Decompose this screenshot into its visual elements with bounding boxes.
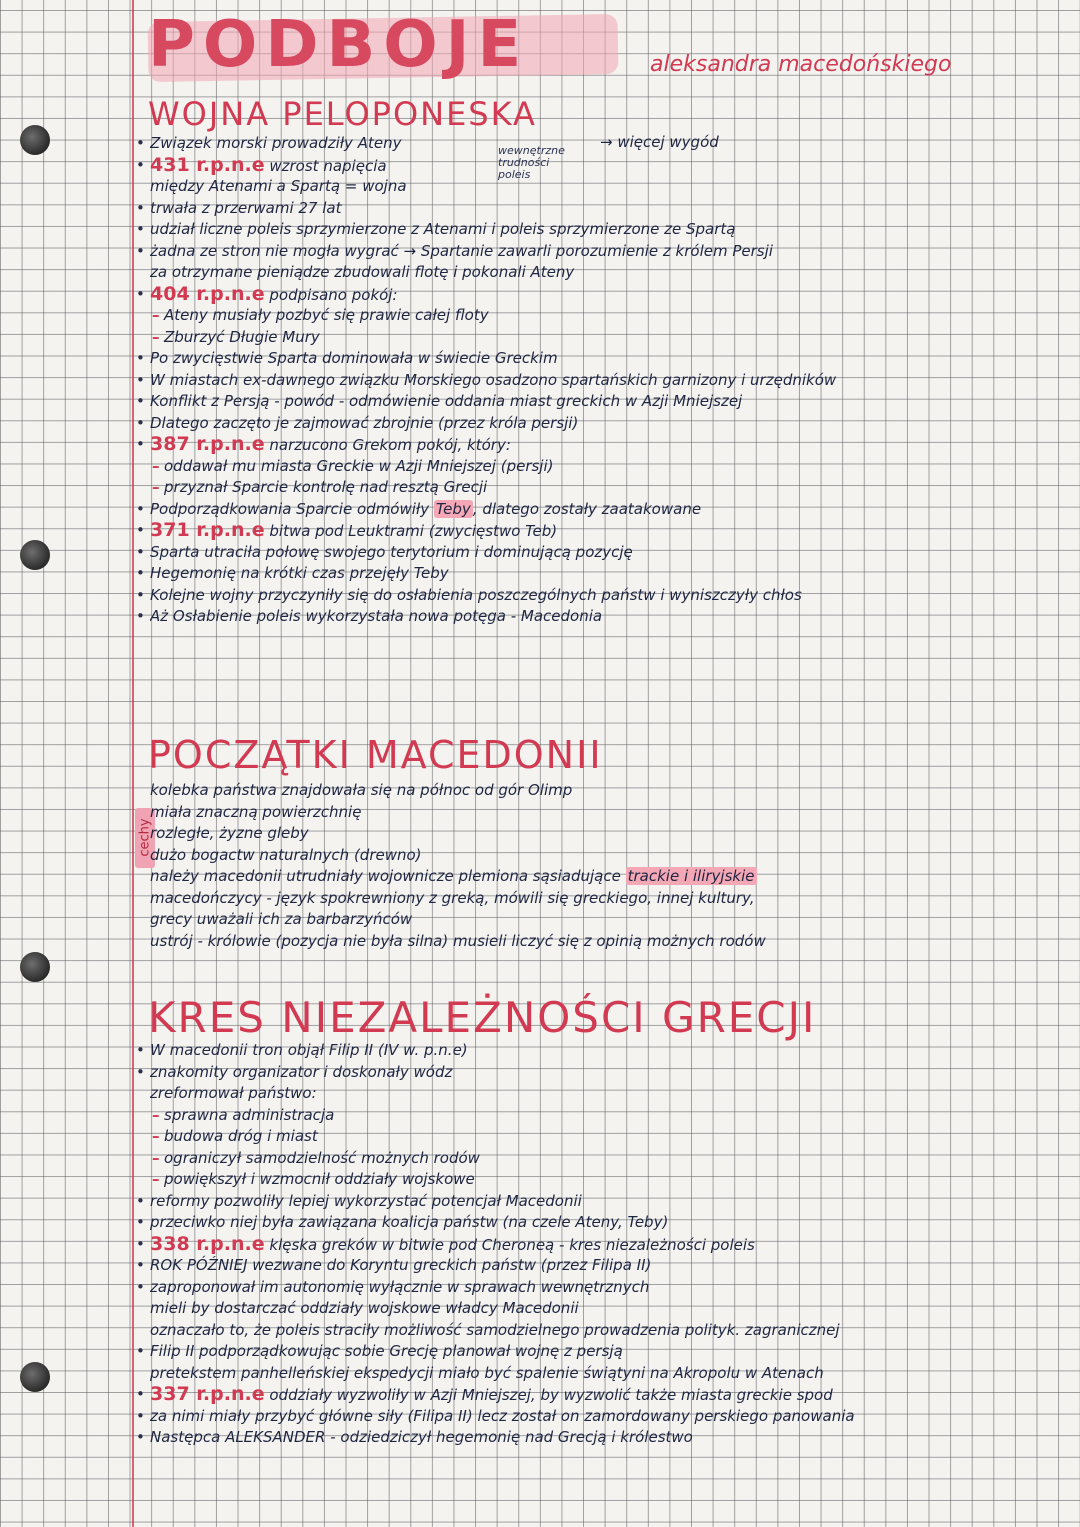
note-text: Kolejne wojny przyczyniły się do osłabienia poszczególnych państw i wyniszczyły chłos — [150, 585, 802, 604]
note-text: Hegemonię na krótki czas przejęły Teby — [150, 564, 449, 582]
note-text: znakomity organizator i doskonały wódz — [150, 1062, 453, 1081]
note-line — [150, 845, 1056, 867]
note-line — [150, 1212, 1056, 1234]
note-text: kolebka państwa znajdowała się na północ od gór Olimp — [150, 781, 573, 799]
note-line — [150, 1406, 1056, 1428]
note-line — [150, 931, 1056, 953]
note-text: zaproponował im autonomię wyłącznie w sprawach wewnętrznych — [150, 1277, 650, 1296]
note-line — [150, 520, 1056, 542]
year-label: 337 r.p.n.e — [150, 1384, 265, 1405]
note-line — [150, 284, 1056, 306]
notes-wojna — [150, 133, 1056, 628]
note-text: W miastach ex-dawnego związku Morskiego osadzono spartańskich garnizony i urzędników — [150, 370, 837, 389]
note-text: Zburzyć Długie Mury — [164, 327, 320, 346]
note-line — [150, 563, 1056, 585]
page-subtitle: aleksandra macedońskiego — [650, 52, 952, 77]
margin-line — [132, 0, 134, 1527]
note-line — [150, 1427, 1056, 1449]
note-line — [150, 802, 1056, 824]
note-text: za otrzymane pieniądze zbudowali flotę i pokonali Ateny — [150, 263, 575, 281]
note-text: Związek morski prowadziły Ateny — [150, 134, 402, 152]
note-line — [150, 606, 1056, 628]
note-text: Podporządkowania Sparcie odmówiły Teby , dlatego zostały zaatakowane — [150, 499, 702, 518]
note-line — [150, 1191, 1056, 1213]
note-line — [150, 823, 1056, 845]
note-line — [150, 1040, 1056, 1062]
note-line — [150, 133, 1056, 155]
page-title: PODBOJE — [148, 8, 530, 82]
note-line — [150, 1234, 1056, 1256]
note-line — [150, 1126, 1056, 1148]
year-label: 371 r.p.n.e — [150, 520, 265, 541]
note-text: Aż Osłabienie poleis wykorzystała nowa potęga - Macedonia — [150, 607, 603, 625]
section-heading-kres: KRES NIEZALEŻNOŚCI GRECJI — [148, 993, 817, 1042]
notes-kres — [150, 1040, 1056, 1449]
binder-hole — [20, 1362, 50, 1392]
note-text: przyznał Sparcie kontrolę nad resztą Grecji — [164, 478, 488, 496]
note-line — [150, 542, 1056, 564]
note-line — [150, 1062, 1056, 1084]
note-text: podpisano pokój: — [264, 285, 398, 304]
highlighted-word: trackie i iliryjskie — [627, 867, 755, 885]
section-heading-macedonia: POCZĄTKI MACEDONII — [148, 733, 603, 777]
note-line — [150, 456, 1056, 478]
note-line — [150, 327, 1056, 349]
note-text: Sparta utraciła połowę swojego terytorium i dominującą pozycję — [150, 542, 633, 561]
note-line — [150, 198, 1056, 220]
note-text: Następca ALEKSANDER - odziedziczył hegemonię nad Grecją i królestwo — [150, 1428, 693, 1446]
note-line — [150, 1277, 1056, 1299]
note-text: oddawał mu miasta Greckie w Azji Mniejszej (persji) — [164, 456, 554, 475]
note-line — [150, 305, 1056, 327]
note-text: przeciwko niej była zawiązana koalicja państw (na czele Ateny, Teby) — [150, 1213, 669, 1231]
note-text: mieli by dostarczać oddziały wojskowe władcy Macedonii — [150, 1299, 579, 1317]
note-line — [150, 1320, 1056, 1342]
note-text: narzucono Grekom pokój, który: — [264, 436, 511, 454]
year-label: 431 r.p.n.e — [150, 154, 265, 176]
note-text: oznaczało to, że poleis straciły możliwość samodzielnego prowadzenia polityk. zagranicznej — [150, 1320, 840, 1339]
note-text: bitwa pod Leuktrami (zwycięstwo Teb) — [264, 522, 558, 540]
note-text: Po zwycięstwie Sparta dominowała w świecie Greckim — [150, 349, 558, 367]
binder-hole — [20, 952, 50, 982]
note-text: Konflikt z Persją - powód - odmówienie oddania miast greckich w Azji Mniejszej — [150, 392, 743, 410]
note-text: oddziały wyzwoliły w Azji Mniejszej, by wyzwolić także miasta greckie spod — [264, 1386, 833, 1404]
year-label: 387 r.p.n.e — [150, 434, 265, 455]
note-text: należy macedonii utrudniały wojownicze plemiona sąsiadujące trackie i iliryjskie — [150, 867, 755, 885]
section-heading-wojna: WOJNA PELOPONESKA — [148, 95, 537, 133]
note-line — [150, 1169, 1056, 1191]
note-text: budowa dróg i miast — [164, 1127, 318, 1145]
note-line — [150, 262, 1056, 284]
note-line — [150, 1298, 1056, 1320]
note-text: wzrost napięcia — [264, 156, 387, 175]
note-line — [150, 348, 1056, 370]
note-line — [150, 1384, 1056, 1406]
note-line — [150, 413, 1056, 435]
note-line — [150, 909, 1056, 931]
note-text: udział liczne poleis sprzymierzone z Atenami i poleis sprzymierzone ze Spartą — [150, 220, 736, 238]
note-line — [150, 434, 1056, 456]
binder-hole — [20, 540, 50, 570]
note-text: miała znaczną powierzchnię — [150, 802, 362, 821]
note-line — [150, 1105, 1056, 1127]
note-text: między Atenami a Spartą = wojna — [150, 177, 407, 195]
note-text: ROK PÓŹNIEJ wezwane do Koryntu greckich państw (przez Filipa II) — [150, 1256, 652, 1274]
note-line — [150, 1148, 1056, 1170]
note-line — [150, 1255, 1056, 1277]
note-line — [150, 155, 1056, 177]
note-text: grecy uważali ich za barbarzyńców — [150, 910, 413, 928]
note-line — [150, 1083, 1056, 1105]
binder-hole — [20, 125, 50, 155]
note-text: Filip II podporządkowując sobie Grecję planował wojnę z persją — [150, 1342, 623, 1360]
note-line — [150, 370, 1056, 392]
side-note-arrow: → więcej wygód — [600, 133, 719, 151]
note-line — [150, 499, 1056, 521]
note-line — [150, 1341, 1056, 1363]
note-text: ustrój - królowie (pozycja nie była silna) musieli liczyć się z opinią możnych rodów — [150, 931, 766, 950]
note-text: rozległe, żyzne gleby — [150, 824, 309, 842]
note-line — [150, 219, 1056, 241]
note-text: żadna ze stron nie mogła wygrać → Spartanie zawarli porozumienie z królem Persji — [150, 241, 773, 260]
note-text: klęska greków w bitwie pod Cheroneą - kres niezależności poleis — [264, 1235, 755, 1254]
highlighted-word: Teby — [435, 499, 471, 518]
note-text: za nimi miały przybyć główne siły (Filipa II) lecz został on zamordowany perskiego panowania — [150, 1406, 855, 1425]
note-text: W macedonii tron objął Filip II (IV w. p.n.e) — [150, 1041, 468, 1059]
note-text: dużo bogactw naturalnych (drewno) — [150, 845, 422, 864]
note-line — [150, 241, 1056, 263]
note-line — [150, 780, 1056, 802]
note-text: trwała z przerwami 27 lat — [150, 198, 342, 217]
note-text: macedończycy - język spokrewniony z greką, mówili się greckiego, innej kultury, — [150, 888, 755, 907]
note-text: sprawna administracja — [164, 1105, 335, 1124]
side-note: wewnętrzne trudności poleis — [498, 144, 565, 181]
note-text: Ateny musiały pozbyć się prawie całej floty — [164, 306, 489, 324]
note-text: ograniczył samodzielność możnych rodów — [164, 1148, 480, 1167]
note-text: powiększył i wzmocnił oddziały wojskowe — [164, 1170, 475, 1188]
note-line — [150, 391, 1056, 413]
note-line — [150, 176, 1056, 198]
year-label: 338 r.p.n.e — [150, 1233, 265, 1255]
note-text: pretekstem panhelleńskiej ekspedycji miało być spalenie świątyni na Akropolu w Atenach — [150, 1363, 824, 1382]
note-text: Dlatego zaczęto je zajmować zbrojnie (przez króla persji) — [150, 413, 579, 432]
note-line — [150, 888, 1056, 910]
note-text: reformy pozwoliły lepiej wykorzystać potencjał Macedonii — [150, 1191, 582, 1210]
note-text: zreformował państwo: — [150, 1084, 317, 1102]
note-line — [150, 1363, 1056, 1385]
cechy-tab: cechy — [135, 808, 155, 868]
note-line — [150, 866, 1056, 888]
year-label: 404 r.p.n.e — [150, 283, 265, 305]
note-line — [150, 477, 1056, 499]
note-line — [150, 585, 1056, 607]
notes-macedonia — [150, 780, 1056, 952]
